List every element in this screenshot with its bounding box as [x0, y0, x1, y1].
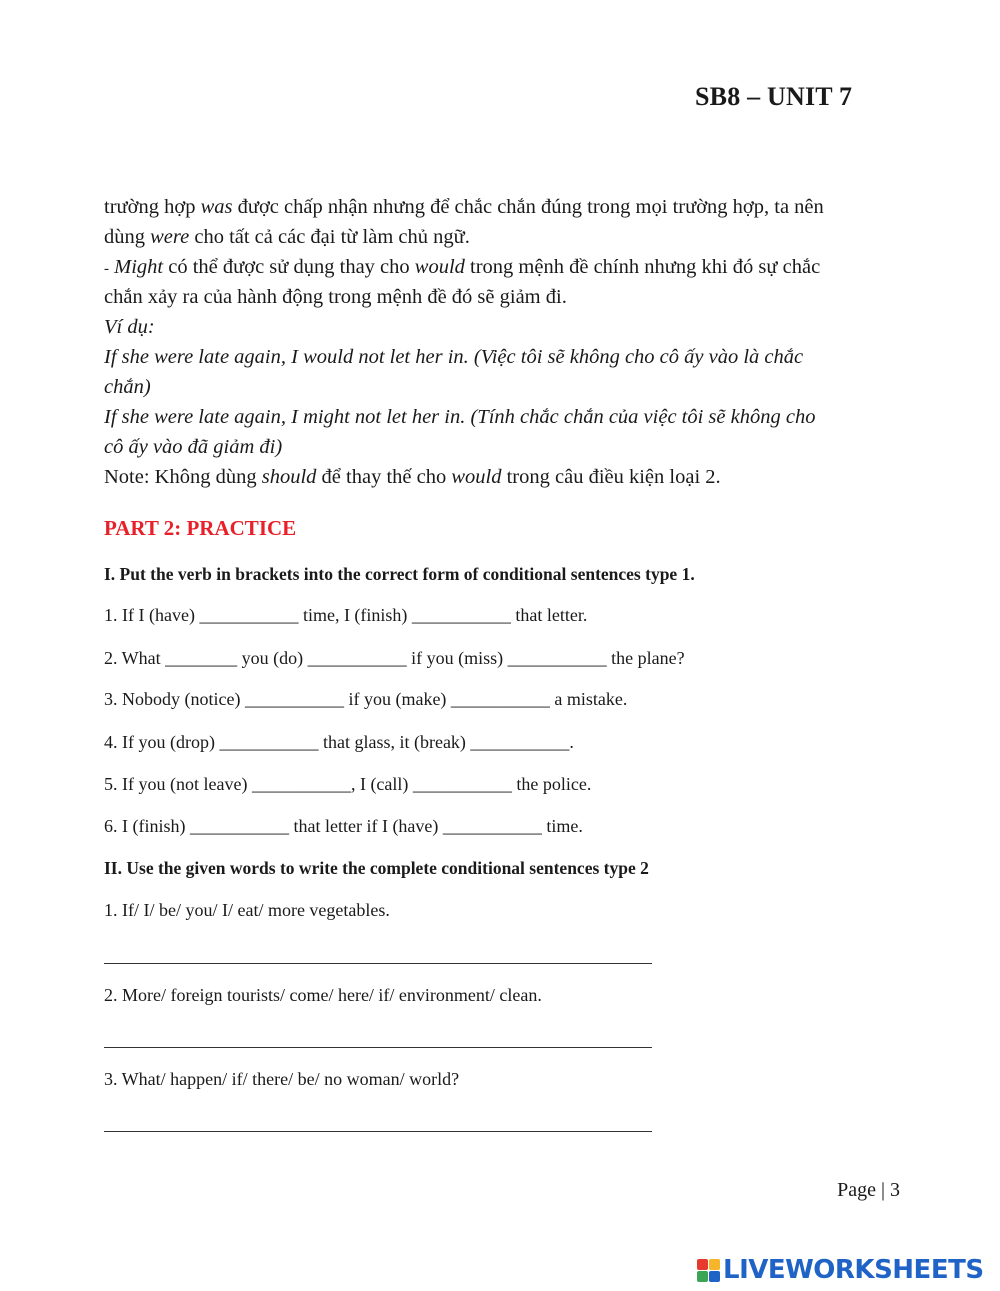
section-1-title: I. Put the verb in brackets into the correct form of conditional sentences type 1.: [104, 564, 695, 584]
example-1-line-2: chắn): [104, 376, 151, 398]
intro-text: có thể được sử dụng thay cho: [163, 256, 415, 278]
logo-square: [697, 1271, 708, 1282]
intro-text: cho tất cả các đại từ làm chủ ngữ.: [189, 226, 470, 248]
intro-line-4: chắn xảy ra của hành động trong mệnh đề đó sẽ giảm đi.: [104, 286, 567, 308]
s1-question-3[interactable]: 3. Nobody (notice) ___________ if you (make) ___________ a mistake.: [104, 689, 628, 709]
s1-question-1[interactable]: 1. If I (have) ___________ time, I (finish) ___________ that letter.: [104, 605, 588, 625]
intro-emphasis: were: [150, 226, 190, 248]
s1-question-2[interactable]: 2. What ________ you (do) ___________ if you (miss) ___________ the plane?: [104, 648, 685, 668]
note-text: để thay thế cho: [316, 466, 452, 488]
part-2-title: PART 2: PRACTICE: [104, 516, 297, 540]
intro-text: trường hợp: [104, 196, 201, 218]
note-text: Note: Không dùng: [104, 466, 262, 488]
note-text: trong câu điều kiện loại 2.: [501, 466, 721, 488]
intro-text: trong mệnh đề chính nhưng khi đó sự chắc: [464, 256, 821, 278]
intro-text: được chấp nhận nhưng để chắc chắn đúng trong mọi trường hợp, ta nên: [232, 196, 824, 218]
s2-question-3: 3. What/ happen/ if/ there/ be/ no woman/ world?: [104, 1069, 460, 1089]
intro-emphasis: Might: [109, 256, 164, 278]
s2-question-1: 1. If/ I/ be/ you/ I/ eat/ more vegetables.: [104, 900, 390, 920]
s2-answer-line-3[interactable]: [104, 1131, 652, 1132]
liveworksheets-logo[interactable]: [697, 1255, 984, 1285]
s1-question-6[interactable]: 6. I (finish) ___________ that letter if I (have) ___________ time.: [104, 816, 583, 836]
logo-square: [697, 1259, 708, 1270]
example-2-line-1: If she were late again, I might not let her in. (Tính chắc chắn của việc tôi sẽ không cho: [104, 406, 816, 428]
intro-emphasis: was: [200, 196, 233, 218]
s2-answer-line-2[interactable]: [104, 1047, 652, 1048]
note-line: [104, 466, 721, 489]
intro-line-2: [104, 226, 470, 249]
bullet-dash: -: [104, 261, 109, 277]
intro-emphasis: would: [414, 256, 465, 278]
logo-wordmark: LIVEWORKSHEETS: [723, 1255, 984, 1285]
s1-question-5[interactable]: 5. If you (not leave) ___________, I (call) ___________ the police.: [104, 774, 592, 794]
logo-square: [709, 1259, 720, 1270]
example-1-line-1: If she were late again, I would not let her in. (Việc tôi sẽ không cho cô ấy vào là chắc: [104, 346, 804, 368]
example-label: Ví dụ:: [104, 316, 155, 338]
example-2-line-2: cô ấy vào đã giảm đi): [104, 436, 283, 458]
intro-line-1: [104, 196, 824, 219]
logo-mark-icon: [697, 1259, 720, 1282]
note-emphasis: should: [261, 466, 317, 488]
intro-text: dùng: [104, 226, 151, 248]
logo-square: [709, 1271, 720, 1282]
s1-question-4[interactable]: 4. If you (drop) ___________ that glass, it (break) ___________.: [104, 732, 574, 752]
section-2-title: II. Use the given words to write the complete conditional sentences type 2: [104, 858, 649, 878]
page-header-title: SB8 – UNIT 7: [695, 82, 853, 111]
intro-line-3: [104, 256, 820, 279]
page-number: Page | 3: [837, 1179, 900, 1201]
s2-question-2: 2. More/ foreign tourists/ come/ here/ if/ environment/ clean.: [104, 985, 542, 1005]
note-emphasis: would: [451, 466, 502, 488]
s2-answer-line-1[interactable]: [104, 963, 652, 964]
